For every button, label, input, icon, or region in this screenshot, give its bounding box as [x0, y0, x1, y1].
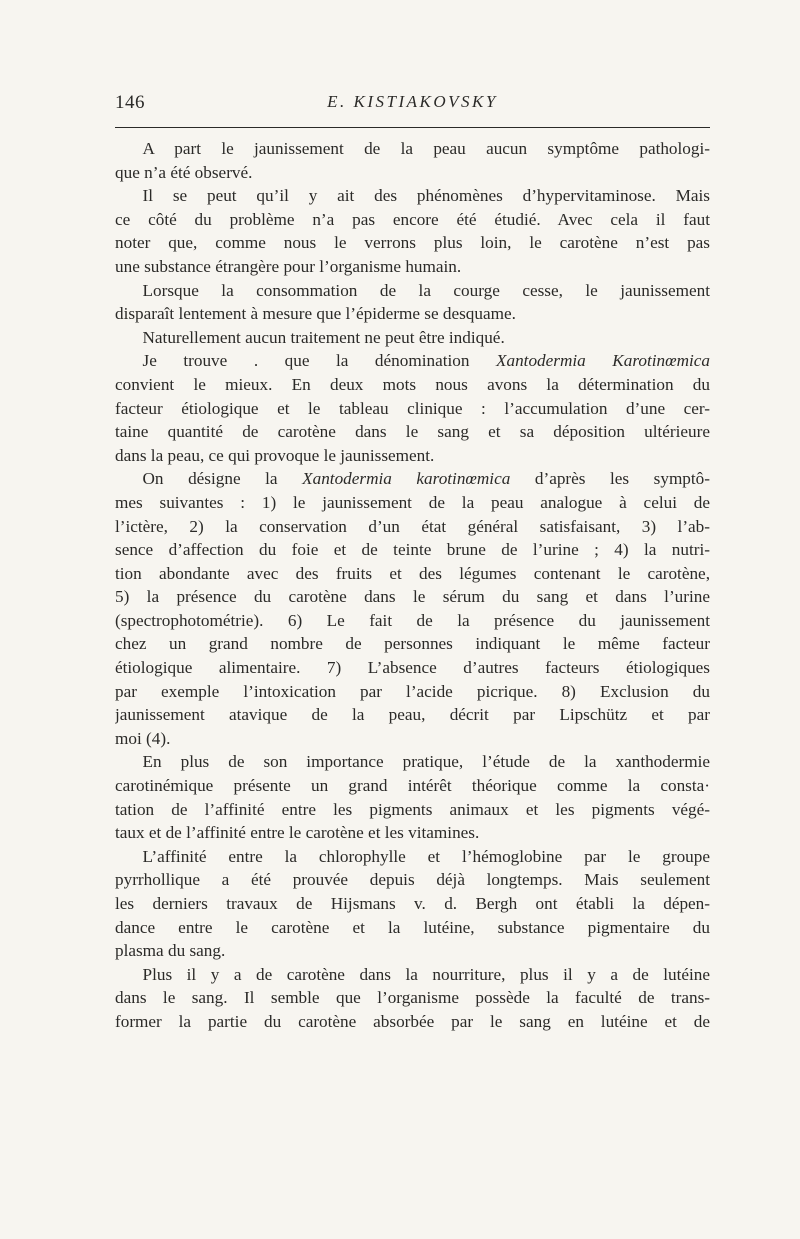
text-line: plasma du sang. — [115, 941, 226, 961]
running-head — [115, 92, 710, 122]
text-line: Lorsque la consommation de la courge cesse, le jaunissement — [142, 280, 710, 300]
text-line: chez un grand nombre de personnes indiquant le même facteur — [115, 634, 710, 654]
text-line: par exemple l’intoxication par l’acide picrique. 8) Exclusion du — [115, 681, 710, 701]
text-line: taux et de l’affinité entre le carotène et les vitamines. — [115, 823, 480, 843]
text-line: que n’a été observé. — [115, 162, 253, 182]
text-line: Il se peut qu’il y ait des phénomènes d’hypervitaminose. Mais — [142, 186, 710, 206]
text-line: Naturellement aucun traitement ne peut être indiqué. — [142, 327, 505, 347]
page-number: 146 — [115, 92, 145, 113]
header-rule — [115, 127, 710, 128]
text-line: dance entre le carotène et la lutéine, substance pigmentaire du — [115, 917, 710, 937]
text-line: carotinémique présente un grand intérêt théorique comme la consta· — [115, 776, 710, 796]
text-line: En plus de son importance pratique, l’étude de la xanthodermie — [142, 752, 710, 772]
text-line: A part le jaunissement de la peau aucun symptôme pathologi- — [142, 139, 710, 158]
text-line: On désigne la Xantodermia karotinœmica d’après les symptô- — [142, 469, 710, 489]
text-line: tion abondante avec des fruits et des légumes contenant le carotène, — [115, 563, 710, 583]
text-line: étiologique alimentaire. 7) L’absence d’autres facteurs étiologiques — [115, 658, 710, 678]
text-line: facteur étiologique et le tableau clinique : l’accumulation d’une cer- — [115, 398, 710, 418]
text-line: sence d’affection du foie et de teinte brune de l’urine ; 4) la nutri- — [115, 540, 710, 560]
text-line: moi (4). — [115, 728, 171, 748]
text-line: ce côté du problème n’a pas encore été étudié. Avec cela il faut — [115, 209, 710, 229]
text-line: taine quantité de carotène dans le sang et sa déposition ultérieure — [115, 422, 710, 442]
text-line: L’affinité entre la chlorophylle et l’hémoglobine par le groupe — [142, 846, 710, 866]
text-line: l’ictère, 2) la conservation d’un état général satisfaisant, 3) l’ab- — [115, 516, 710, 536]
text-line: tation de l’affinité entre les pigments animaux et les pigments végé- — [115, 799, 710, 819]
text-line: (spectrophotométrie). 6) Le fait de la présence du jaunissement — [115, 610, 710, 630]
text-line: former la partie du carotène absorbée par le sang en lutéine et de — [115, 1011, 710, 1031]
text-line: convient le mieux. En deux mots nous avons la détermination du — [115, 374, 710, 394]
text-line: dans la peau, ce qui provoque le jaunissement. — [115, 445, 435, 465]
text-line: mes suivantes : 1) le jaunissement de la peau analogue à celui de — [115, 492, 710, 512]
text-line: les derniers travaux de Hijsmans v. d. Bergh ont établi la dépen- — [115, 894, 710, 913]
text-line: noter que, comme nous le verrons plus loin, le carotène n’est pas — [115, 233, 710, 253]
text-line: disparaît lentement à mesure que l’épiderme se desquame. — [115, 304, 516, 324]
text-line: dans le sang. Il semble que l’organisme possède la faculté de trans- — [115, 988, 710, 1008]
text-line: Plus il y a de carotène dans la nourriture, plus il y a de lutéine — [142, 964, 710, 984]
text-line: une substance étrangère pour l’organisme humain. — [115, 256, 462, 276]
species-term: Xantodermia Karotinœmica — [496, 351, 710, 371]
body-text — [115, 137, 710, 1034]
text-line: pyrrhollique a été prouvée depuis déjà longtemps. Mais seulement — [115, 870, 710, 890]
text-line: 5) la présence du carotène dans le sérum du sang et dans l’urine — [115, 587, 710, 607]
text-line: jaunissement atavique de la peau, décrit par Lipschütz et par — [115, 705, 710, 725]
species-term: Xantodermia karotinœmica — [302, 469, 511, 489]
text-line: Je trouve . que la dénomination Xantodermia Karotinœmica — [142, 351, 710, 371]
running-title: E. KISTIAKOVSKY — [327, 92, 498, 111]
